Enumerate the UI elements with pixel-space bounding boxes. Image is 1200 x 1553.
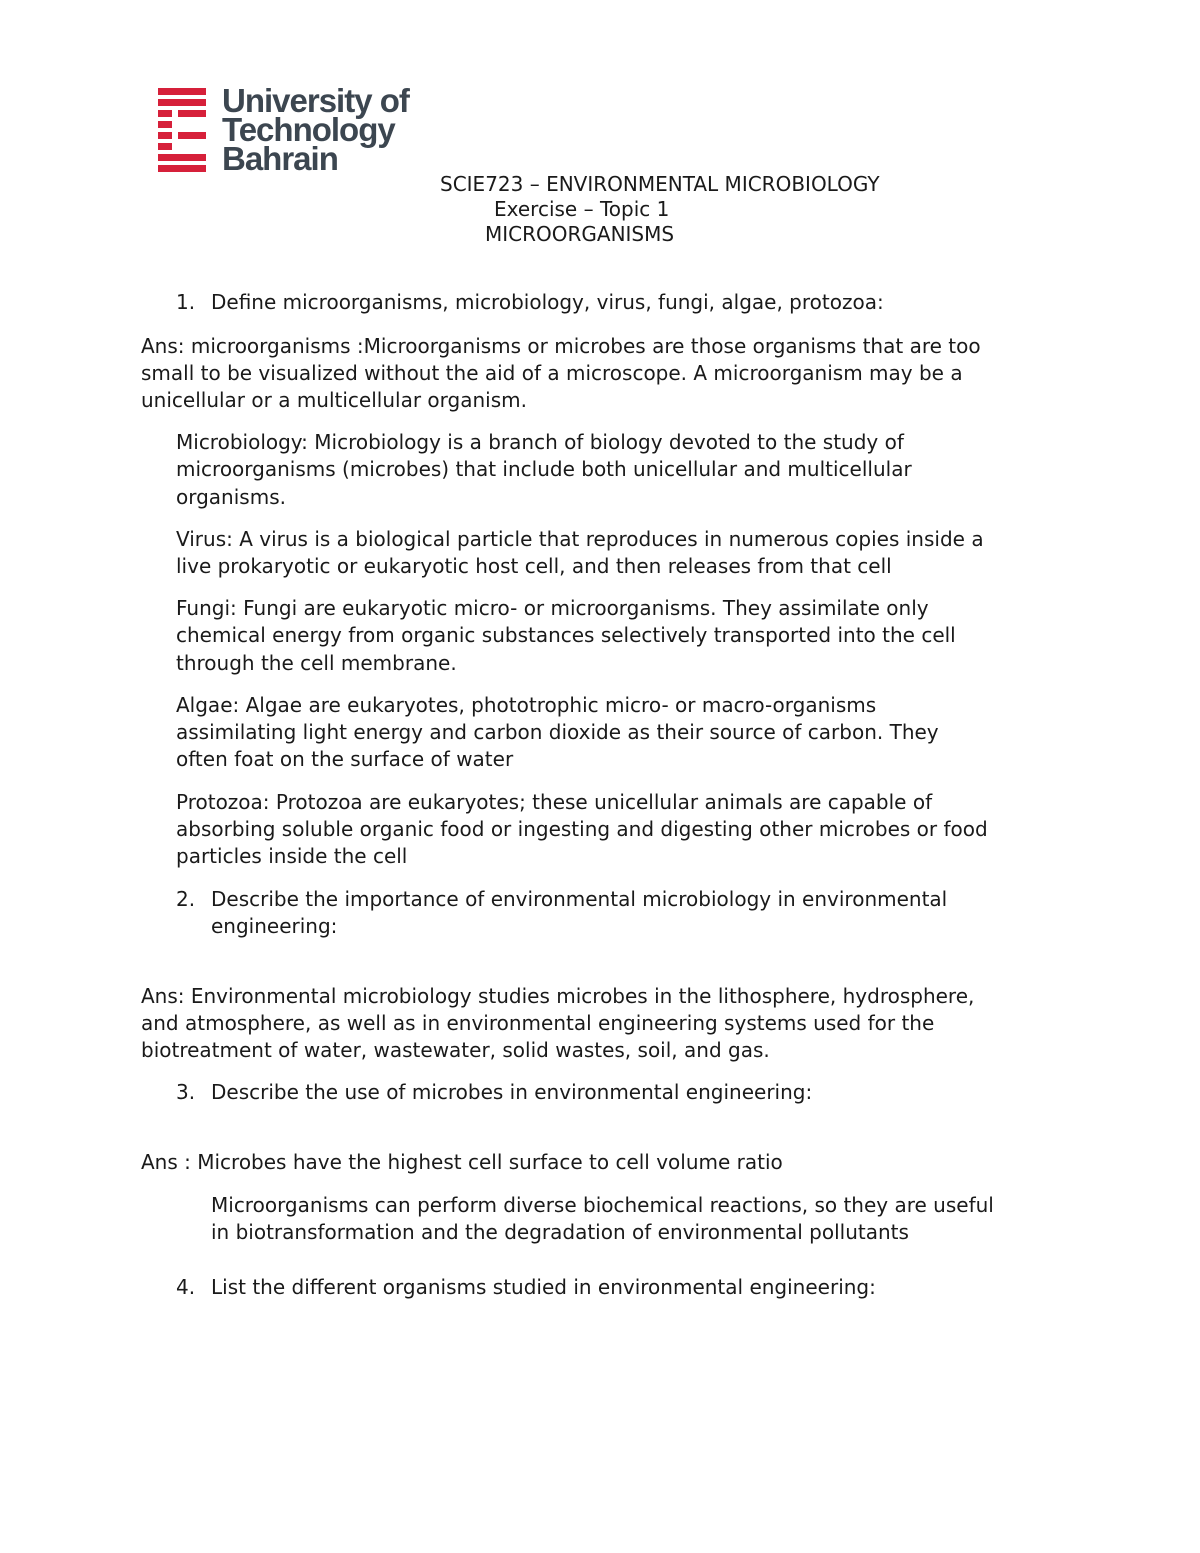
question-4-number: 4. — [176, 1275, 196, 1299]
university-logo-text — [222, 82, 409, 177]
fungi-line-2: chemical energy from organic substances selectively transported into the cell — [176, 623, 956, 647]
topic-title: MICROORGANISMS — [485, 222, 675, 246]
answer-1-line-3: unicellular or a multicellular organism. — [141, 388, 527, 412]
logo-line-2: Technology — [222, 111, 395, 148]
exercise-title: Exercise – Topic 1 — [494, 197, 670, 221]
answer-3-extra-line-2: in biotransformation and the degradation of environmental pollutants — [211, 1220, 909, 1244]
answer-2-line-3: biotreatment of water, wastewater, solid wastes, soil, and gas. — [141, 1038, 770, 1062]
algae-line-3: often foat on the surface of water — [176, 747, 514, 771]
protozoa-line-3: particles inside the cell — [176, 844, 408, 868]
protozoa-line-2: absorbing soluble organic food or ingesting and digesting other microbes or food — [176, 817, 988, 841]
question-1-number: 1. — [176, 290, 196, 314]
question-3-number: 3. — [176, 1080, 196, 1104]
answer-1-line-2: small to be visualized without the aid of a microscope. A microorganism may be a — [141, 361, 963, 385]
course-title: SCIE723 – ENVIRONMENTAL MICROBIOLOGY — [440, 172, 880, 196]
logo-line-3: Bahrain — [222, 140, 338, 177]
question-1-text: Define microorganisms, microbiology, virus, fungi, algae, protozoa: — [211, 290, 884, 314]
question-3-text: Describe the use of microbes in environmental engineering: — [211, 1080, 813, 1104]
fungi-line-3: through the cell membrane. — [176, 651, 457, 675]
question-2-line-2: engineering: — [211, 914, 338, 938]
fungi-line-1: Fungi: Fungi are eukaryotic micro- or microorganisms. They assimilate only — [176, 596, 929, 620]
microbiology-line-2: microorganisms (microbes) that include both unicellular and multicellular — [176, 457, 912, 481]
microbiology-line-1: Microbiology: Microbiology is a branch of biology devoted to the study of — [176, 430, 904, 454]
answer-3-line-1: Ans : Microbes have the highest cell surface to cell volume ratio — [141, 1150, 783, 1174]
virus-line-2: live prokaryotic or eukaryotic host cell, and then releases from that cell — [176, 554, 892, 578]
question-4-text: List the different organisms studied in environmental engineering: — [211, 1275, 876, 1299]
protozoa-line-1: Protozoa: Protozoa are eukaryotes; these unicellular animals are capable of — [176, 790, 933, 814]
answer-2-line-2: and atmosphere, as well as in environmental engineering systems used for the — [141, 1011, 935, 1035]
logo-line-1: University of — [222, 82, 409, 119]
microbiology-line-3: organisms. — [176, 485, 286, 509]
answer-2-line-1: Ans: Environmental microbiology studies microbes in the lithosphere, hydrosphere, — [141, 984, 975, 1008]
university-logo-mark-icon — [158, 88, 208, 174]
university-logo — [158, 82, 438, 177]
answer-1-line-1: Ans: microorganisms :Microorganisms or microbes are those organisms that are too — [141, 334, 981, 358]
virus-line-1: Virus: A virus is a biological particle that reproduces in numerous copies inside a — [176, 527, 984, 551]
algae-line-1: Algae: Algae are eukaryotes, phototrophic micro- or macro-organisms — [176, 693, 877, 717]
answer-3-extra-line-1: Microorganisms can perform diverse biochemical reactions, so they are useful — [211, 1193, 994, 1217]
question-2-number: 2. — [176, 887, 196, 911]
algae-line-2: assimilating light energy and carbon dioxide as their source of carbon. They — [176, 720, 939, 744]
question-2-line-1: Describe the importance of environmental microbiology in environmental — [211, 887, 948, 911]
